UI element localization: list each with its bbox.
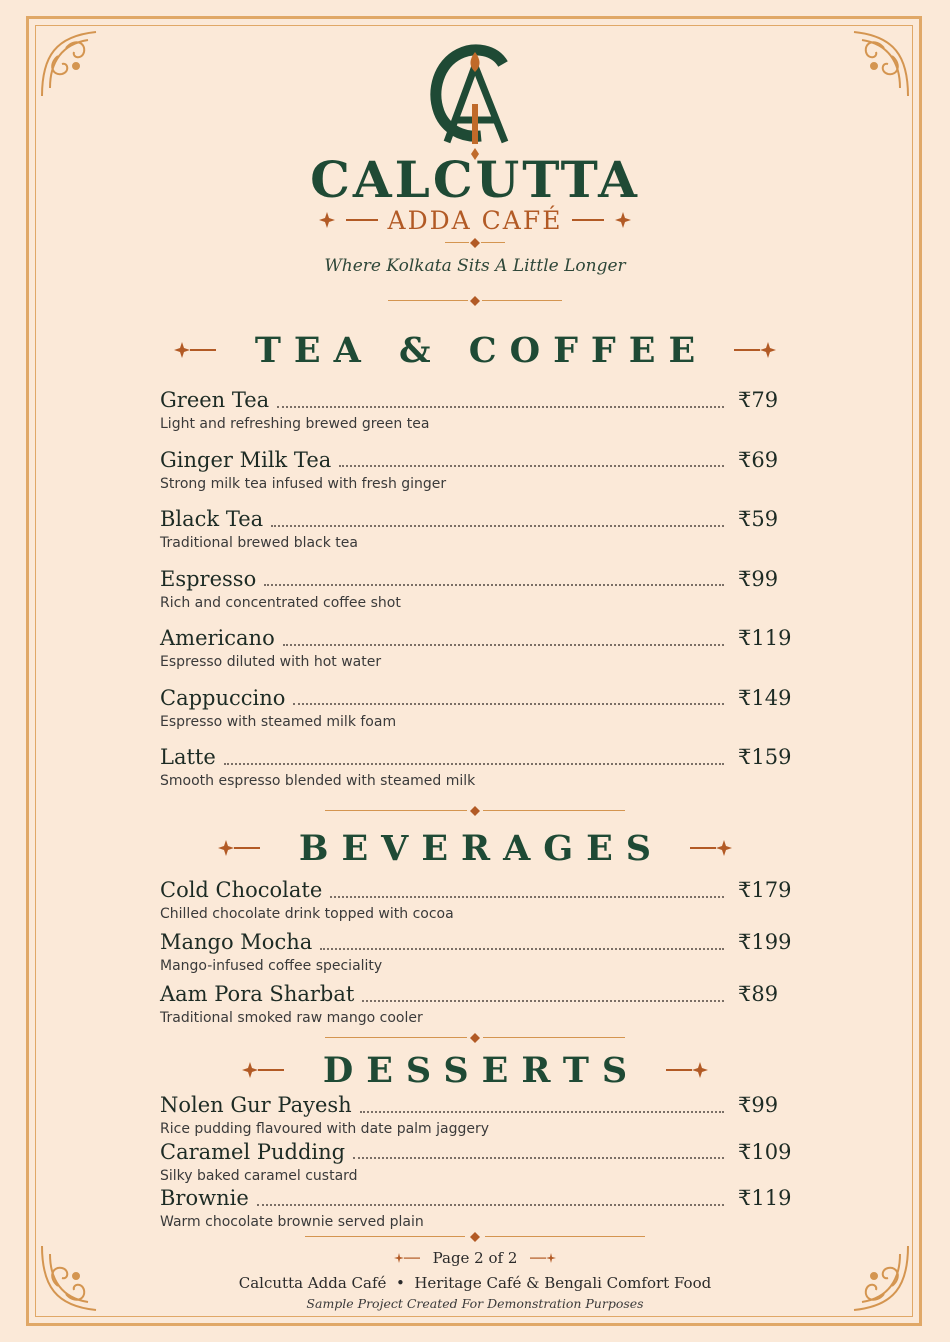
fleuron-icon	[664, 1060, 712, 1080]
menu-item-description: Mango-infused coffee speciality	[160, 958, 383, 974]
section-header-beverages	[0, 826, 950, 870]
menu-item-description: Traditional brewed black tea	[160, 535, 358, 551]
dot-leader	[271, 524, 724, 527]
menu-item-row	[160, 1140, 790, 1166]
menu-item-row	[160, 878, 790, 904]
menu-item	[160, 878, 790, 922]
dot-leader	[339, 464, 724, 467]
dot-leader	[362, 999, 724, 1002]
menu-item-price: ₹59	[738, 507, 779, 531]
menu-item-row	[160, 1093, 790, 1119]
section-divider	[325, 806, 625, 816]
menu-item-description: Strong milk tea infused with fresh ginger	[160, 475, 447, 492]
menu-item	[160, 626, 790, 670]
menu-item-row	[160, 507, 790, 533]
menu-item	[160, 388, 790, 432]
footer-line2: Sample Project Created For Demonstration Purposes	[306, 1296, 644, 1311]
menu-item	[160, 1093, 790, 1137]
dot-leader	[283, 643, 724, 646]
footer-divider	[305, 1232, 645, 1242]
dot-leader	[224, 762, 724, 765]
menu-item-name: Espresso	[160, 566, 257, 591]
fleuron-icon	[732, 340, 780, 360]
menu-item-name: Green Tea	[160, 388, 270, 412]
menu-item	[160, 507, 790, 551]
menu-item-row	[160, 1186, 790, 1212]
menu-item	[160, 686, 790, 730]
menu-item-name: Cold Chocolate	[160, 878, 323, 902]
brand-name-line2: ADDA CAFÉ	[387, 205, 563, 235]
menu-item-name: Aam Pora Sharbat	[160, 982, 355, 1006]
menu-item-price: ₹119	[738, 1186, 792, 1210]
footer-line1: Calcutta Adda Café • Heritage Café & Bengali Comfort Food	[238, 1274, 712, 1292]
menu-item	[160, 1140, 790, 1184]
fleuron-icon	[393, 1252, 421, 1264]
menu-item	[160, 567, 790, 611]
menu-item-description: Silky baked caramel custard	[160, 1167, 358, 1184]
menu-item-row	[160, 745, 790, 771]
title-divider	[445, 238, 505, 248]
section-header-desserts	[0, 1048, 950, 1092]
fleuron-icon	[529, 1252, 557, 1264]
page-indicator-row	[0, 1248, 950, 1268]
menu-item-description: Chilled chocolate drink topped with cocoa	[160, 906, 454, 922]
menu-item-price: ₹199	[738, 930, 792, 954]
header-divider	[388, 296, 562, 306]
menu-item	[160, 1186, 790, 1230]
menu-item-price: ₹79	[738, 388, 779, 412]
menu-item-row	[160, 448, 790, 474]
dot-leader	[277, 405, 724, 408]
menu-item-row	[160, 388, 790, 414]
menu-item-name: Ginger Milk Tea	[160, 447, 332, 472]
menu-item-price: ₹149	[738, 685, 792, 710]
menu-item-name: Cappuccino	[160, 685, 286, 710]
menu-item-description: Warm chocolate brownie served plain	[160, 1214, 424, 1230]
menu-item-price: ₹69	[738, 447, 779, 472]
menu-item-price: ₹119	[738, 626, 792, 650]
menu-item-name: Nolen Gur Payesh	[160, 1093, 352, 1117]
menu-item-row	[160, 930, 790, 956]
fleuron-icon	[238, 1060, 286, 1080]
section-title: BEVERAGES	[298, 827, 665, 869]
section-title: DESSERTS	[322, 1049, 641, 1091]
fleuron-icon	[170, 340, 218, 360]
corner-ornament-icon	[36, 26, 116, 106]
brand-name-line2-row	[0, 202, 950, 238]
divider-line	[572, 219, 604, 221]
menu-item	[160, 982, 790, 1026]
menu-item-row	[160, 626, 790, 652]
menu-item-price: ₹179	[738, 878, 792, 902]
menu-item-name: Latte	[160, 745, 216, 769]
menu-item-name: Black Tea	[160, 507, 264, 531]
menu-item-price: ₹99	[738, 1093, 779, 1117]
dot-leader	[257, 1203, 724, 1206]
menu-item	[160, 930, 790, 974]
menu-item-row	[160, 567, 790, 593]
section-header-tea-coffee	[0, 328, 950, 372]
menu-item-price: ₹89	[738, 982, 779, 1006]
menu-item-name: Mango Mocha	[160, 930, 313, 954]
menu-item-price: ₹159	[738, 745, 792, 769]
fleuron-icon	[614, 211, 632, 229]
dot-leader	[330, 895, 724, 898]
dot-leader	[360, 1110, 724, 1113]
menu-item	[160, 745, 790, 789]
divider-line	[346, 219, 378, 221]
menu-item-description: Light and refreshing brewed green tea	[160, 416, 430, 432]
dot-leader	[353, 1156, 724, 1159]
ca-monogram-logo	[425, 44, 525, 162]
menu-item-description: Espresso diluted with hot water	[160, 654, 382, 670]
section-divider	[325, 1033, 625, 1043]
menu-item-description: Espresso with steamed milk foam	[160, 713, 397, 730]
menu-item-name: Caramel Pudding	[160, 1139, 346, 1164]
page-number: Page 2 of 2	[432, 1249, 518, 1267]
fleuron-icon	[688, 838, 736, 858]
menu-item-name: Brownie	[160, 1186, 249, 1210]
brand-name-line1: CALCUTTA	[310, 150, 640, 209]
dot-leader	[320, 947, 724, 950]
menu-item-description: Traditional smoked raw mango cooler	[160, 1010, 423, 1026]
menu-item-description: Smooth espresso blended with steamed milk	[160, 773, 476, 789]
fleuron-icon	[214, 838, 262, 858]
menu-item-price: ₹109	[738, 1139, 792, 1164]
section-title: TEA & COFFEE	[254, 329, 709, 371]
corner-ornament-icon	[834, 26, 914, 106]
menu-item-row	[160, 686, 790, 712]
fleuron-icon	[318, 211, 336, 229]
menu-item-price: ₹99	[738, 566, 779, 591]
dot-leader	[293, 702, 724, 705]
menu-item-description: Rice pudding flavoured with date palm jaggery	[160, 1121, 490, 1137]
menu-item-description: Rich and concentrated coffee shot	[160, 594, 401, 611]
dot-leader	[264, 583, 724, 586]
tagline: Where Kolkata Sits A Little Longer	[324, 256, 626, 276]
menu-item	[160, 448, 790, 492]
menu-item-row	[160, 982, 790, 1008]
menu-item-name: Americano	[160, 626, 275, 650]
